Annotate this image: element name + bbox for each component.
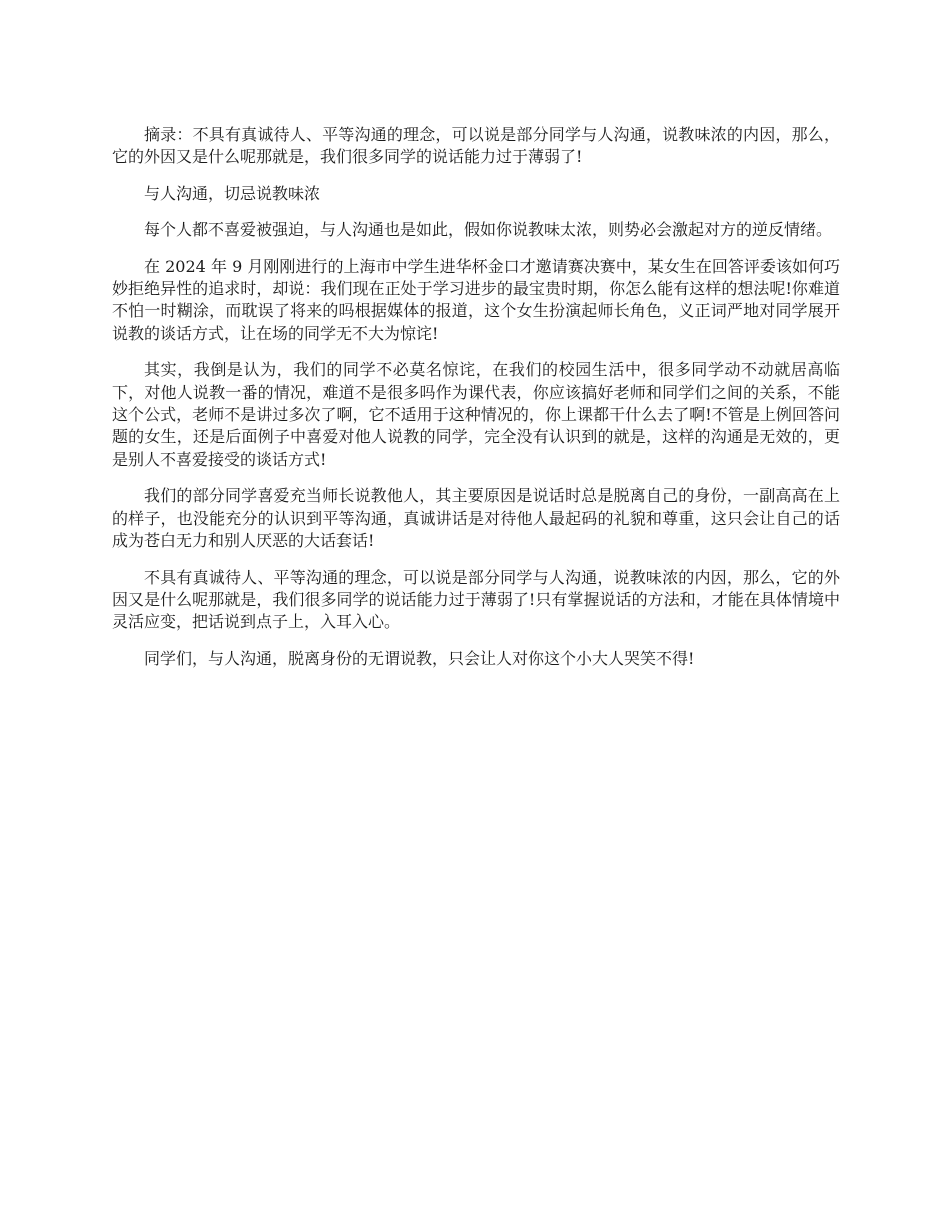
closing-paragraph: 同学们，与人沟通，脱离身份的无谓说教，只会让人对你这个小大人哭笑不得! bbox=[144, 648, 695, 668]
body-paragraph: 每个人都不喜爱被强迫，与人沟通也是如此，假如你说教味太浓，则势必会激起对方的逆反情绪。 bbox=[144, 220, 833, 240]
document-body bbox=[112, 124, 840, 684]
body-paragraph: 我们的部分同学喜爱充当师长说教他人，其主要原因是说话时总是脱离自己的身份，一副高高在上的样子，也没能充分的认识到平等沟通，真诚讲话是对待他人最起码的礼貌和尊重，这只会让自己的话成为苍白无力和别人厌恶的大话套话! bbox=[112, 486, 840, 551]
body-paragraph: 不具有真诚待人、平等沟通的理念，可以说是部分同学与人沟通，说教味浓的内因，那么，它的外因又是什么呢那就是，我们很多同学的说话能力过于薄弱了!只有掌握说话的方法和，才能在具体情境中灵活应变，把话说到点子上，入耳入心。 bbox=[112, 567, 840, 632]
body-paragraph: 在 2024 年 9 月刚刚进行的上海市中学生进华杯金口才邀请赛决赛中，某女生在回答评委该如何巧妙拒绝异性的追求时，却说：我们现在正处于学习进步的最宝贵时期，你怎么能有这样的想法呢!你难道不怕一时糊涂，而耽误了将来的吗根据媒体的报道，这个女生扮演起师长角色，义正词严地对同学展开说教的谈话方式，让在场的同学无不大为惊诧! bbox=[112, 256, 840, 343]
abstract-paragraph: 摘录：不具有真诚待人、平等沟通的理念，可以说是部分同学与人沟通，说教味浓的内因，那么，它的外因又是什么呢那就是，我们很多同学的说话能力过于薄弱了! bbox=[112, 125, 840, 167]
section-heading: 与人沟通，切忌说教味浓 bbox=[144, 183, 321, 203]
body-paragraph: 其实，我倒是认为，我们的同学不必莫名惊诧，在我们的校园生活中，很多同学动不动就居高临下，对他人说教一番的情况，难道不是很多吗作为课代表，你应该搞好老师和同学们之间的关系，不能这个公式，老师不是讲过多次了啊，它不适用于这种情况的，你上课都干什么去了啊!不管是上例回答问题的女生，还是后面例子中喜爱对他人说教的同学，完全没有认识到的就是，这样的沟通是无效的，更是别人不喜爱接受的谈话方式! bbox=[112, 360, 840, 469]
